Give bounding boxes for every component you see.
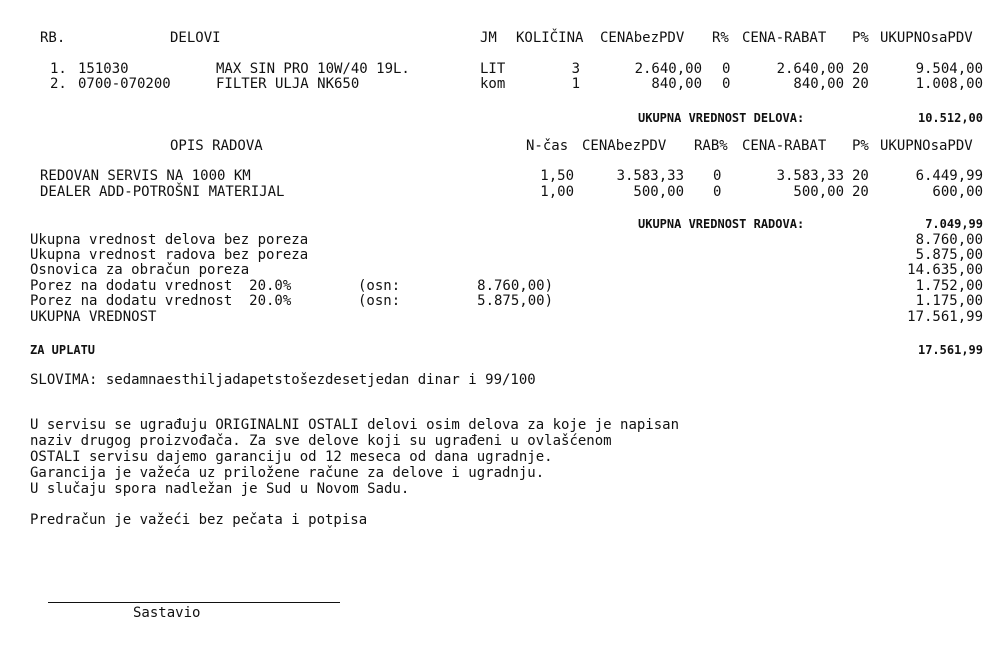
labor-price: 500,00 xyxy=(633,184,684,200)
summary-value: 17.561,99 xyxy=(907,309,983,325)
summary-label: Porez na dodatu vrednost 20.0% xyxy=(30,278,292,294)
summary-label: Osnovica za obračun poreza xyxy=(30,262,250,278)
header-opis-radova: OPIS RADOVA xyxy=(170,138,263,154)
amount-in-words: SLOVIMA: sedamnaesthiljadapetstošezdesetjedan dinar i 99/100 xyxy=(30,372,536,388)
labor-total: 600,00 xyxy=(932,184,983,200)
note-line: naziv drugog proizvođača. Za sve delove koji su ugrađeni u ovlašćenom xyxy=(30,433,612,449)
labor-price-net: 500,00 xyxy=(793,184,844,200)
part-jm: kom xyxy=(480,76,506,92)
summary-label: Ukupna vrednost delova bez poreza xyxy=(30,232,309,248)
part-pdv: 20 xyxy=(852,76,869,92)
header-pdv-pct: P% xyxy=(852,30,869,46)
header-ukupno-sa-pdv: UKUPNOsaPDV xyxy=(880,138,973,154)
part-price: 2.640,00 xyxy=(634,61,702,77)
validity-note: Predračun je važeći bez pečata i potpisa xyxy=(30,512,368,528)
summary-value: 1.752,00 xyxy=(915,278,983,294)
labor-total-label: UKUPNA VREDNOST RADOVA: xyxy=(638,217,805,231)
payment-value: 17.561,99 xyxy=(917,343,983,357)
summary-base-label: (osn: xyxy=(358,293,401,309)
note-line: U servisu se ugrađuju ORIGINALNI OSTALI delovi osim delova za koje je napisan xyxy=(30,417,680,433)
part-total: 1.008,00 xyxy=(915,76,983,92)
part-pdv: 20 xyxy=(852,61,869,77)
part-price: 840,00 xyxy=(651,76,702,92)
part-qty: 1 xyxy=(571,76,580,92)
header-kolicina: KOLIČINA xyxy=(516,30,584,46)
header-delovi: DELOVI xyxy=(170,30,221,46)
labor-total-value: 7.049,99 xyxy=(925,217,983,231)
summary-value: 1.175,00 xyxy=(915,293,983,309)
part-rabat: 0 xyxy=(722,76,731,92)
summary-base-label: (osn: xyxy=(358,278,401,294)
summary-label: Porez na dodatu vrednost 20.0% xyxy=(30,293,292,309)
summary-value: 5.875,00 xyxy=(915,247,983,263)
header-cena-bez-pdv: CENAbezPDV xyxy=(600,30,685,46)
payment-label: ZA UPLATU xyxy=(30,343,96,357)
labor-rabat: 0 xyxy=(713,168,722,184)
header-cena-bez-pdv: CENAbezPDV xyxy=(582,138,667,154)
labor-pdv: 20 xyxy=(852,184,869,200)
part-price-net: 840,00 xyxy=(793,76,844,92)
part-code: 0700-070200 xyxy=(78,76,171,92)
header-cena-rabat: CENA-RABAT xyxy=(742,138,827,154)
labor-hours: 1,50 xyxy=(540,168,574,184)
note-line: U slučaju spora nadležan je Sud u Novom Sadu. xyxy=(30,481,410,497)
header-rb: RB. xyxy=(40,30,66,46)
header-rabat-pct: RAB% xyxy=(694,138,728,154)
signature-label: Sastavio xyxy=(133,605,201,621)
labor-name: REDOVAN SERVIS NA 1000 KM xyxy=(40,168,251,184)
part-name: FILTER ULJA NK650 xyxy=(216,76,360,92)
note-line: OSTALI servisu dajemo garanciju od 12 meseca od dana ugradnje. xyxy=(30,449,553,465)
summary-value: 14.635,00 xyxy=(907,262,983,278)
signature-line xyxy=(48,602,340,603)
header-rabat-pct: R% xyxy=(712,30,729,46)
header-jm: JM xyxy=(480,30,497,46)
labor-hours: 1,00 xyxy=(540,184,574,200)
labor-name: DEALER ADD-POTROŠNI MATERIJAL xyxy=(40,184,285,200)
labor-total: 6.449,99 xyxy=(915,168,983,184)
summary-base: 5.875,00) xyxy=(477,293,553,309)
part-price-net: 2.640,00 xyxy=(776,61,844,77)
part-qty: 3 xyxy=(571,61,580,77)
labor-rabat: 0 xyxy=(713,184,722,200)
parts-total-value: 10.512,00 xyxy=(917,111,983,125)
labor-price: 3.583,33 xyxy=(616,168,684,184)
header-cena-rabat: CENA-RABAT xyxy=(742,30,827,46)
summary-value: 8.760,00 xyxy=(915,232,983,248)
summary-base: 8.760,00) xyxy=(477,278,553,294)
part-jm: LIT xyxy=(480,61,506,77)
part-rabat: 0 xyxy=(722,61,731,77)
header-pdv-pct: P% xyxy=(852,138,869,154)
note-line: Garancija je važeća uz priložene račune za delove i ugradnju. xyxy=(30,465,545,481)
header-n-cas: N-čas xyxy=(526,138,569,154)
part-no: 2. xyxy=(50,76,67,92)
part-total: 9.504,00 xyxy=(915,61,983,77)
labor-pdv: 20 xyxy=(852,168,869,184)
header-ukupno-sa-pdv: UKUPNOsaPDV xyxy=(880,30,973,46)
summary-label: Ukupna vrednost radova bez poreza xyxy=(30,247,309,263)
part-no: 1. xyxy=(50,61,67,77)
part-name: MAX SIN PRO 10W/40 19L. xyxy=(216,61,410,77)
parts-total-label: UKUPNA VREDNOST DELOVA: xyxy=(638,111,805,125)
labor-price-net: 3.583,33 xyxy=(776,168,844,184)
summary-label: UKUPNA VREDNOST xyxy=(30,309,157,325)
part-code: 151030 xyxy=(78,61,129,77)
